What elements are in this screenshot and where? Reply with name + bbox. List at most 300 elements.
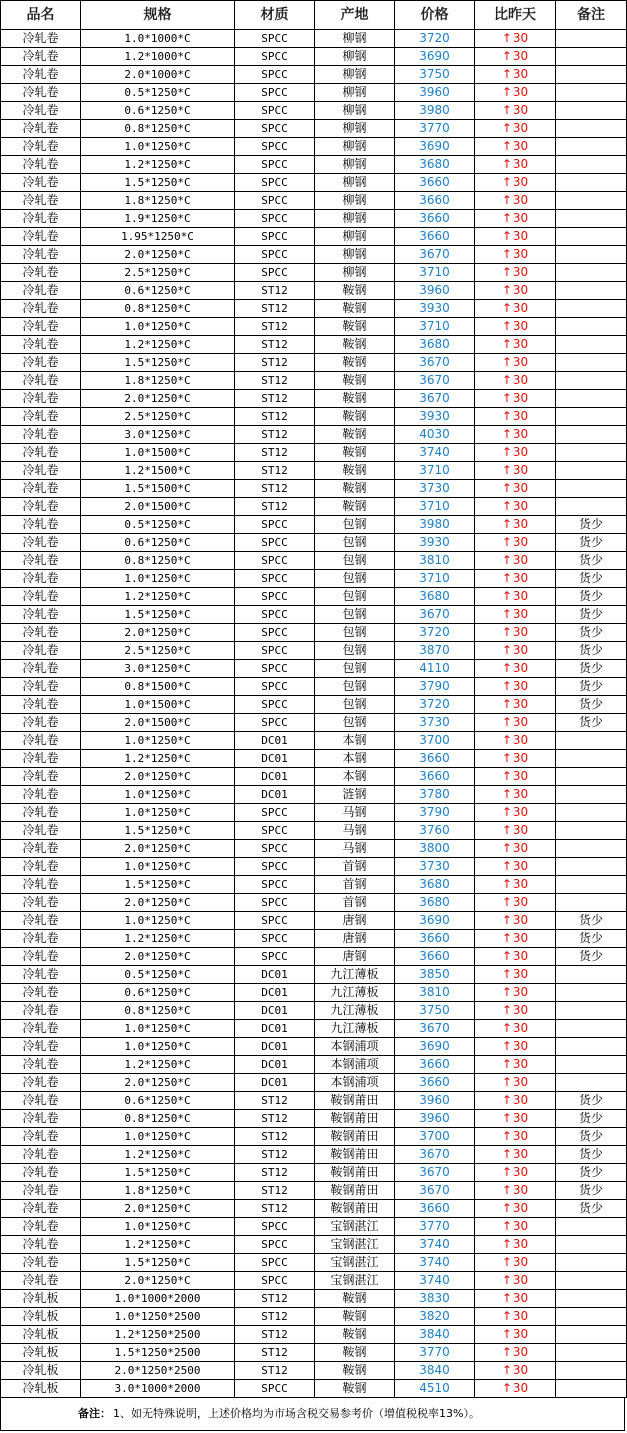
origin-cell: 唐钢 — [315, 930, 395, 948]
change-cell — [475, 192, 556, 210]
table-row — [1, 426, 627, 444]
table-row — [1, 498, 627, 516]
up-arrow-icon: ↑ — [501, 283, 512, 297]
product-name-cell: 冷轧卷 — [1, 498, 81, 516]
origin-cell: 鞍钢莆田 — [315, 1146, 395, 1164]
change-cell — [475, 570, 556, 588]
material-cell: SPCC — [235, 156, 315, 174]
change-cell — [475, 264, 556, 282]
origin-cell: 首钢 — [315, 894, 395, 912]
product-name-cell: 冷轧卷 — [1, 300, 81, 318]
origin-cell: 马钢 — [315, 840, 395, 858]
change-cell — [475, 516, 556, 534]
origin-cell: 鞍钢莆田 — [315, 1110, 395, 1128]
origin-cell: 马钢 — [315, 822, 395, 840]
material-cell: ST12 — [235, 498, 315, 516]
product-name-cell: 冷轧卷 — [1, 426, 81, 444]
origin-cell: 包钢 — [315, 678, 395, 696]
note-cell — [556, 1272, 627, 1290]
origin-cell: 鞍钢 — [315, 444, 395, 462]
product-name-cell: 冷轧卷 — [1, 138, 81, 156]
origin-cell: 包钢 — [315, 696, 395, 714]
material-cell: SPCC — [235, 804, 315, 822]
header-price: 价格 — [395, 1, 475, 30]
material-cell: SPCC — [235, 66, 315, 84]
change-value: 30 — [512, 823, 529, 837]
origin-cell: 包钢 — [315, 516, 395, 534]
up-arrow-icon: ↑ — [501, 1057, 512, 1071]
note-cell: 货少 — [556, 696, 627, 714]
change-value: 30 — [512, 985, 529, 999]
material-cell: ST12 — [235, 1182, 315, 1200]
change-cell — [475, 1038, 556, 1056]
change-value: 30 — [512, 1003, 529, 1017]
up-arrow-icon: ↑ — [501, 589, 512, 603]
up-arrow-icon: ↑ — [501, 1327, 512, 1341]
change-cell — [475, 1326, 556, 1344]
spec-cell: 1.0*1250*C — [81, 1038, 235, 1056]
spec-cell: 1.5*1250*C — [81, 174, 235, 192]
note-cell — [556, 858, 627, 876]
note-cell — [556, 30, 627, 48]
table-row — [1, 408, 627, 426]
up-arrow-icon: ↑ — [501, 391, 512, 405]
up-arrow-icon: ↑ — [501, 625, 512, 639]
price-cell: 3770 — [395, 1344, 475, 1362]
origin-cell: 鞍钢 — [315, 318, 395, 336]
table-row — [1, 804, 627, 822]
material-cell: ST12 — [235, 462, 315, 480]
product-name-cell: 冷轧卷 — [1, 462, 81, 480]
spec-cell: 0.8*1250*C — [81, 1110, 235, 1128]
table-row — [1, 66, 627, 84]
note-cell: 货少 — [556, 642, 627, 660]
note-cell: 货少 — [556, 1200, 627, 1218]
table-row — [1, 552, 627, 570]
up-arrow-icon: ↑ — [501, 1003, 512, 1017]
spec-cell: 3.0*1000*2000 — [81, 1380, 235, 1398]
note-cell — [556, 228, 627, 246]
note-cell: 货少 — [556, 552, 627, 570]
change-cell — [475, 336, 556, 354]
table-row — [1, 1056, 627, 1074]
material-cell: SPCC — [235, 822, 315, 840]
change-cell — [475, 750, 556, 768]
change-value: 30 — [512, 643, 529, 657]
origin-cell: 包钢 — [315, 714, 395, 732]
change-cell — [475, 822, 556, 840]
spec-cell: 1.2*1250*C — [81, 1056, 235, 1074]
origin-cell: 柳钢 — [315, 156, 395, 174]
spec-cell: 1.2*1250*C — [81, 156, 235, 174]
product-name-cell: 冷轧卷 — [1, 822, 81, 840]
price-cell: 3930 — [395, 408, 475, 426]
price-cell: 3960 — [395, 282, 475, 300]
change-cell — [475, 1056, 556, 1074]
change-cell — [475, 696, 556, 714]
change-value: 30 — [512, 1291, 529, 1305]
spec-cell: 2.5*1250*C — [81, 408, 235, 426]
spec-cell: 2.0*1250*C — [81, 390, 235, 408]
change-cell — [475, 858, 556, 876]
change-value: 30 — [512, 139, 529, 153]
origin-cell: 本钢浦项 — [315, 1056, 395, 1074]
change-cell — [475, 1020, 556, 1038]
table-row — [1, 624, 627, 642]
table-row — [1, 1362, 627, 1380]
table-row — [1, 1020, 627, 1038]
price-cell: 3830 — [395, 1290, 475, 1308]
up-arrow-icon: ↑ — [501, 931, 512, 945]
material-cell: SPCC — [235, 678, 315, 696]
up-arrow-icon: ↑ — [501, 697, 512, 711]
product-name-cell: 冷轧卷 — [1, 444, 81, 462]
spec-cell: 2.0*1250*C — [81, 948, 235, 966]
spec-cell: 2.0*1250*C — [81, 768, 235, 786]
spec-cell: 2.0*1500*C — [81, 498, 235, 516]
note-cell — [556, 876, 627, 894]
up-arrow-icon: ↑ — [501, 913, 512, 927]
change-value: 30 — [512, 931, 529, 945]
material-cell: SPCC — [235, 516, 315, 534]
change-value: 30 — [512, 247, 529, 261]
change-cell — [475, 66, 556, 84]
change-value: 30 — [512, 391, 529, 405]
change-value: 30 — [512, 1093, 529, 1107]
material-cell: ST12 — [235, 1092, 315, 1110]
up-arrow-icon: ↑ — [501, 337, 512, 351]
product-name-cell: 冷轧卷 — [1, 480, 81, 498]
origin-cell: 本钢 — [315, 732, 395, 750]
up-arrow-icon: ↑ — [501, 859, 512, 873]
up-arrow-icon: ↑ — [501, 31, 512, 45]
product-name-cell: 冷轧卷 — [1, 156, 81, 174]
note-cell — [556, 300, 627, 318]
change-cell — [475, 246, 556, 264]
spec-cell: 0.8*1250*C — [81, 552, 235, 570]
up-arrow-icon: ↑ — [501, 1273, 512, 1287]
up-arrow-icon: ↑ — [501, 985, 512, 999]
spec-cell: 2.5*1250*C — [81, 642, 235, 660]
price-cell: 3770 — [395, 1218, 475, 1236]
origin-cell: 鞍钢 — [315, 372, 395, 390]
header-note: 备注 — [556, 1, 627, 30]
spec-cell: 1.0*1250*2500 — [81, 1308, 235, 1326]
table-row — [1, 1380, 627, 1398]
up-arrow-icon: ↑ — [501, 121, 512, 135]
note-cell — [556, 498, 627, 516]
price-cell: 3840 — [395, 1362, 475, 1380]
product-name-cell: 冷轧卷 — [1, 768, 81, 786]
material-cell: SPCC — [235, 120, 315, 138]
note-cell — [556, 750, 627, 768]
table-row — [1, 660, 627, 678]
price-cell: 3740 — [395, 1272, 475, 1290]
up-arrow-icon: ↑ — [501, 1147, 512, 1161]
table-row — [1, 282, 627, 300]
change-value: 30 — [512, 1255, 529, 1269]
spec-cell: 1.0*1250*C — [81, 804, 235, 822]
price-cell: 3980 — [395, 516, 475, 534]
origin-cell: 鞍钢 — [315, 1308, 395, 1326]
change-value: 30 — [512, 265, 529, 279]
spec-cell: 1.0*1000*C — [81, 30, 235, 48]
header-spec: 规格 — [81, 1, 235, 30]
up-arrow-icon: ↑ — [501, 1039, 512, 1053]
spec-cell: 1.5*1250*C — [81, 354, 235, 372]
change-cell — [475, 84, 556, 102]
change-value: 30 — [512, 319, 529, 333]
price-cell: 3660 — [395, 210, 475, 228]
change-value: 30 — [512, 1021, 529, 1035]
price-cell: 3660 — [395, 1056, 475, 1074]
change-cell — [475, 966, 556, 984]
product-name-cell: 冷轧卷 — [1, 714, 81, 732]
origin-cell: 鞍钢 — [315, 390, 395, 408]
spec-cell: 1.2*1250*C — [81, 750, 235, 768]
note-cell — [556, 480, 627, 498]
product-name-cell: 冷轧板 — [1, 1326, 81, 1344]
product-name-cell: 冷轧卷 — [1, 1110, 81, 1128]
material-cell: SPCC — [235, 1236, 315, 1254]
note-cell — [556, 156, 627, 174]
material-cell: ST12 — [235, 1146, 315, 1164]
origin-cell: 柳钢 — [315, 174, 395, 192]
up-arrow-icon: ↑ — [501, 1237, 512, 1251]
price-cell: 3660 — [395, 192, 475, 210]
material-cell: ST12 — [235, 426, 315, 444]
price-cell: 3740 — [395, 1254, 475, 1272]
change-value: 30 — [512, 31, 529, 45]
origin-cell: 鞍钢莆田 — [315, 1128, 395, 1146]
change-cell — [475, 354, 556, 372]
change-value: 30 — [512, 85, 529, 99]
spec-cell: 1.0*1250*C — [81, 318, 235, 336]
product-name-cell: 冷轧卷 — [1, 1020, 81, 1038]
change-value: 30 — [512, 301, 529, 315]
table-row — [1, 174, 627, 192]
table-row — [1, 1344, 627, 1362]
table-row — [1, 30, 627, 48]
product-name-cell: 冷轧卷 — [1, 282, 81, 300]
origin-cell: 宝钢湛江 — [315, 1236, 395, 1254]
origin-cell: 柳钢 — [315, 48, 395, 66]
table-row — [1, 1326, 627, 1344]
price-cell: 3710 — [395, 570, 475, 588]
price-cell: 3730 — [395, 480, 475, 498]
price-cell: 3960 — [395, 1110, 475, 1128]
price-cell: 3800 — [395, 840, 475, 858]
change-cell — [475, 210, 556, 228]
spec-cell: 0.6*1250*C — [81, 534, 235, 552]
change-cell — [475, 1074, 556, 1092]
material-cell: DC01 — [235, 984, 315, 1002]
up-arrow-icon: ↑ — [501, 553, 512, 567]
spec-cell: 0.8*1250*C — [81, 120, 235, 138]
spec-cell: 1.2*1250*C — [81, 1236, 235, 1254]
table-row — [1, 750, 627, 768]
product-name-cell: 冷轧卷 — [1, 1200, 81, 1218]
product-name-cell: 冷轧卷 — [1, 1146, 81, 1164]
table-row — [1, 588, 627, 606]
change-cell — [475, 678, 556, 696]
price-cell: 3690 — [395, 48, 475, 66]
up-arrow-icon: ↑ — [501, 535, 512, 549]
spec-cell: 2.0*1250*C — [81, 246, 235, 264]
up-arrow-icon: ↑ — [501, 499, 512, 513]
up-arrow-icon: ↑ — [501, 805, 512, 819]
spec-cell: 1.0*1000*2000 — [81, 1290, 235, 1308]
material-cell: DC01 — [235, 1056, 315, 1074]
up-arrow-icon: ↑ — [501, 1255, 512, 1269]
material-cell: SPCC — [235, 714, 315, 732]
origin-cell: 鞍钢 — [315, 426, 395, 444]
spec-cell: 2.5*1250*C — [81, 264, 235, 282]
product-name-cell: 冷轧卷 — [1, 516, 81, 534]
material-cell: SPCC — [235, 138, 315, 156]
up-arrow-icon: ↑ — [501, 967, 512, 981]
note-cell — [556, 336, 627, 354]
table-row — [1, 120, 627, 138]
change-value: 30 — [512, 1309, 529, 1323]
up-arrow-icon: ↑ — [501, 1201, 512, 1215]
product-name-cell: 冷轧卷 — [1, 1272, 81, 1290]
price-cell: 3680 — [395, 156, 475, 174]
price-cell: 3930 — [395, 534, 475, 552]
footnote-text: 1、如无特殊说明，上述价格均为市场含税交易参考价（增值税税率13%）。 — [113, 1407, 480, 1420]
up-arrow-icon: ↑ — [501, 1075, 512, 1089]
up-arrow-icon: ↑ — [501, 895, 512, 909]
product-name-cell: 冷轧卷 — [1, 318, 81, 336]
change-cell — [475, 30, 556, 48]
change-cell — [475, 1254, 556, 1272]
change-cell — [475, 426, 556, 444]
note-cell: 货少 — [556, 1128, 627, 1146]
change-value: 30 — [512, 769, 529, 783]
change-value: 30 — [512, 859, 529, 873]
change-value: 30 — [512, 103, 529, 117]
price-cell: 3870 — [395, 642, 475, 660]
material-cell: SPCC — [235, 948, 315, 966]
material-cell: SPCC — [235, 1272, 315, 1290]
change-value: 30 — [512, 553, 529, 567]
change-cell — [475, 498, 556, 516]
product-name-cell: 冷轧板 — [1, 1380, 81, 1398]
material-cell: ST12 — [235, 300, 315, 318]
change-cell — [475, 1290, 556, 1308]
up-arrow-icon: ↑ — [501, 229, 512, 243]
spec-cell: 1.9*1250*C — [81, 210, 235, 228]
note-cell — [556, 1236, 627, 1254]
product-name-cell: 冷轧板 — [1, 1290, 81, 1308]
change-cell — [475, 624, 556, 642]
price-cell: 3670 — [395, 246, 475, 264]
up-arrow-icon: ↑ — [501, 319, 512, 333]
note-cell — [556, 1254, 627, 1272]
change-cell — [475, 1002, 556, 1020]
product-name-cell: 冷轧卷 — [1, 84, 81, 102]
up-arrow-icon: ↑ — [501, 661, 512, 675]
material-cell: ST12 — [235, 1344, 315, 1362]
change-cell — [475, 768, 556, 786]
price-cell: 3960 — [395, 1092, 475, 1110]
price-cell: 4510 — [395, 1380, 475, 1398]
origin-cell: 九江薄板 — [315, 1020, 395, 1038]
change-value: 30 — [512, 1273, 529, 1287]
price-cell: 3960 — [395, 84, 475, 102]
table-row — [1, 354, 627, 372]
origin-cell: 鞍钢 — [315, 462, 395, 480]
change-value: 30 — [512, 589, 529, 603]
change-value: 30 — [512, 1057, 529, 1071]
note-cell — [556, 786, 627, 804]
spec-cell: 2.0*1250*C — [81, 1200, 235, 1218]
up-arrow-icon: ↑ — [501, 571, 512, 585]
price-cell: 3700 — [395, 1128, 475, 1146]
origin-cell: 柳钢 — [315, 138, 395, 156]
material-cell: SPCC — [235, 840, 315, 858]
material-cell: SPCC — [235, 912, 315, 930]
up-arrow-icon: ↑ — [501, 715, 512, 729]
table-row — [1, 102, 627, 120]
origin-cell: 唐钢 — [315, 948, 395, 966]
product-name-cell: 冷轧板 — [1, 1344, 81, 1362]
table-row — [1, 48, 627, 66]
change-value: 30 — [512, 373, 529, 387]
note-cell — [556, 66, 627, 84]
origin-cell: 鞍钢 — [315, 1290, 395, 1308]
product-name-cell: 冷轧卷 — [1, 786, 81, 804]
change-value: 30 — [512, 535, 529, 549]
price-cell: 3690 — [395, 1038, 475, 1056]
change-cell — [475, 984, 556, 1002]
origin-cell: 鞍钢莆田 — [315, 1200, 395, 1218]
note-cell — [556, 1056, 627, 1074]
note-cell: 货少 — [556, 678, 627, 696]
note-cell: 货少 — [556, 516, 627, 534]
origin-cell: 宝钢湛江 — [315, 1254, 395, 1272]
change-value: 30 — [512, 1201, 529, 1215]
table-row — [1, 444, 627, 462]
table-row — [1, 156, 627, 174]
change-value: 30 — [512, 1147, 529, 1161]
change-cell — [475, 912, 556, 930]
change-value: 30 — [512, 175, 529, 189]
change-value: 30 — [512, 229, 529, 243]
note-cell — [556, 138, 627, 156]
product-name-cell: 冷轧卷 — [1, 354, 81, 372]
note-cell: 货少 — [556, 1182, 627, 1200]
table-row — [1, 318, 627, 336]
product-name-cell: 冷轧卷 — [1, 1254, 81, 1272]
material-cell: SPCC — [235, 588, 315, 606]
material-cell: ST12 — [235, 318, 315, 336]
price-cell: 3690 — [395, 138, 475, 156]
note-cell — [556, 1326, 627, 1344]
price-cell: 3660 — [395, 930, 475, 948]
table-row — [1, 930, 627, 948]
up-arrow-icon: ↑ — [501, 247, 512, 261]
table-row — [1, 948, 627, 966]
table-row — [1, 1218, 627, 1236]
material-cell: ST12 — [235, 1308, 315, 1326]
change-cell — [475, 804, 556, 822]
price-cell: 3670 — [395, 1020, 475, 1038]
up-arrow-icon: ↑ — [501, 1381, 512, 1395]
change-cell — [475, 714, 556, 732]
change-cell — [475, 1344, 556, 1362]
product-name-cell: 冷轧卷 — [1, 678, 81, 696]
